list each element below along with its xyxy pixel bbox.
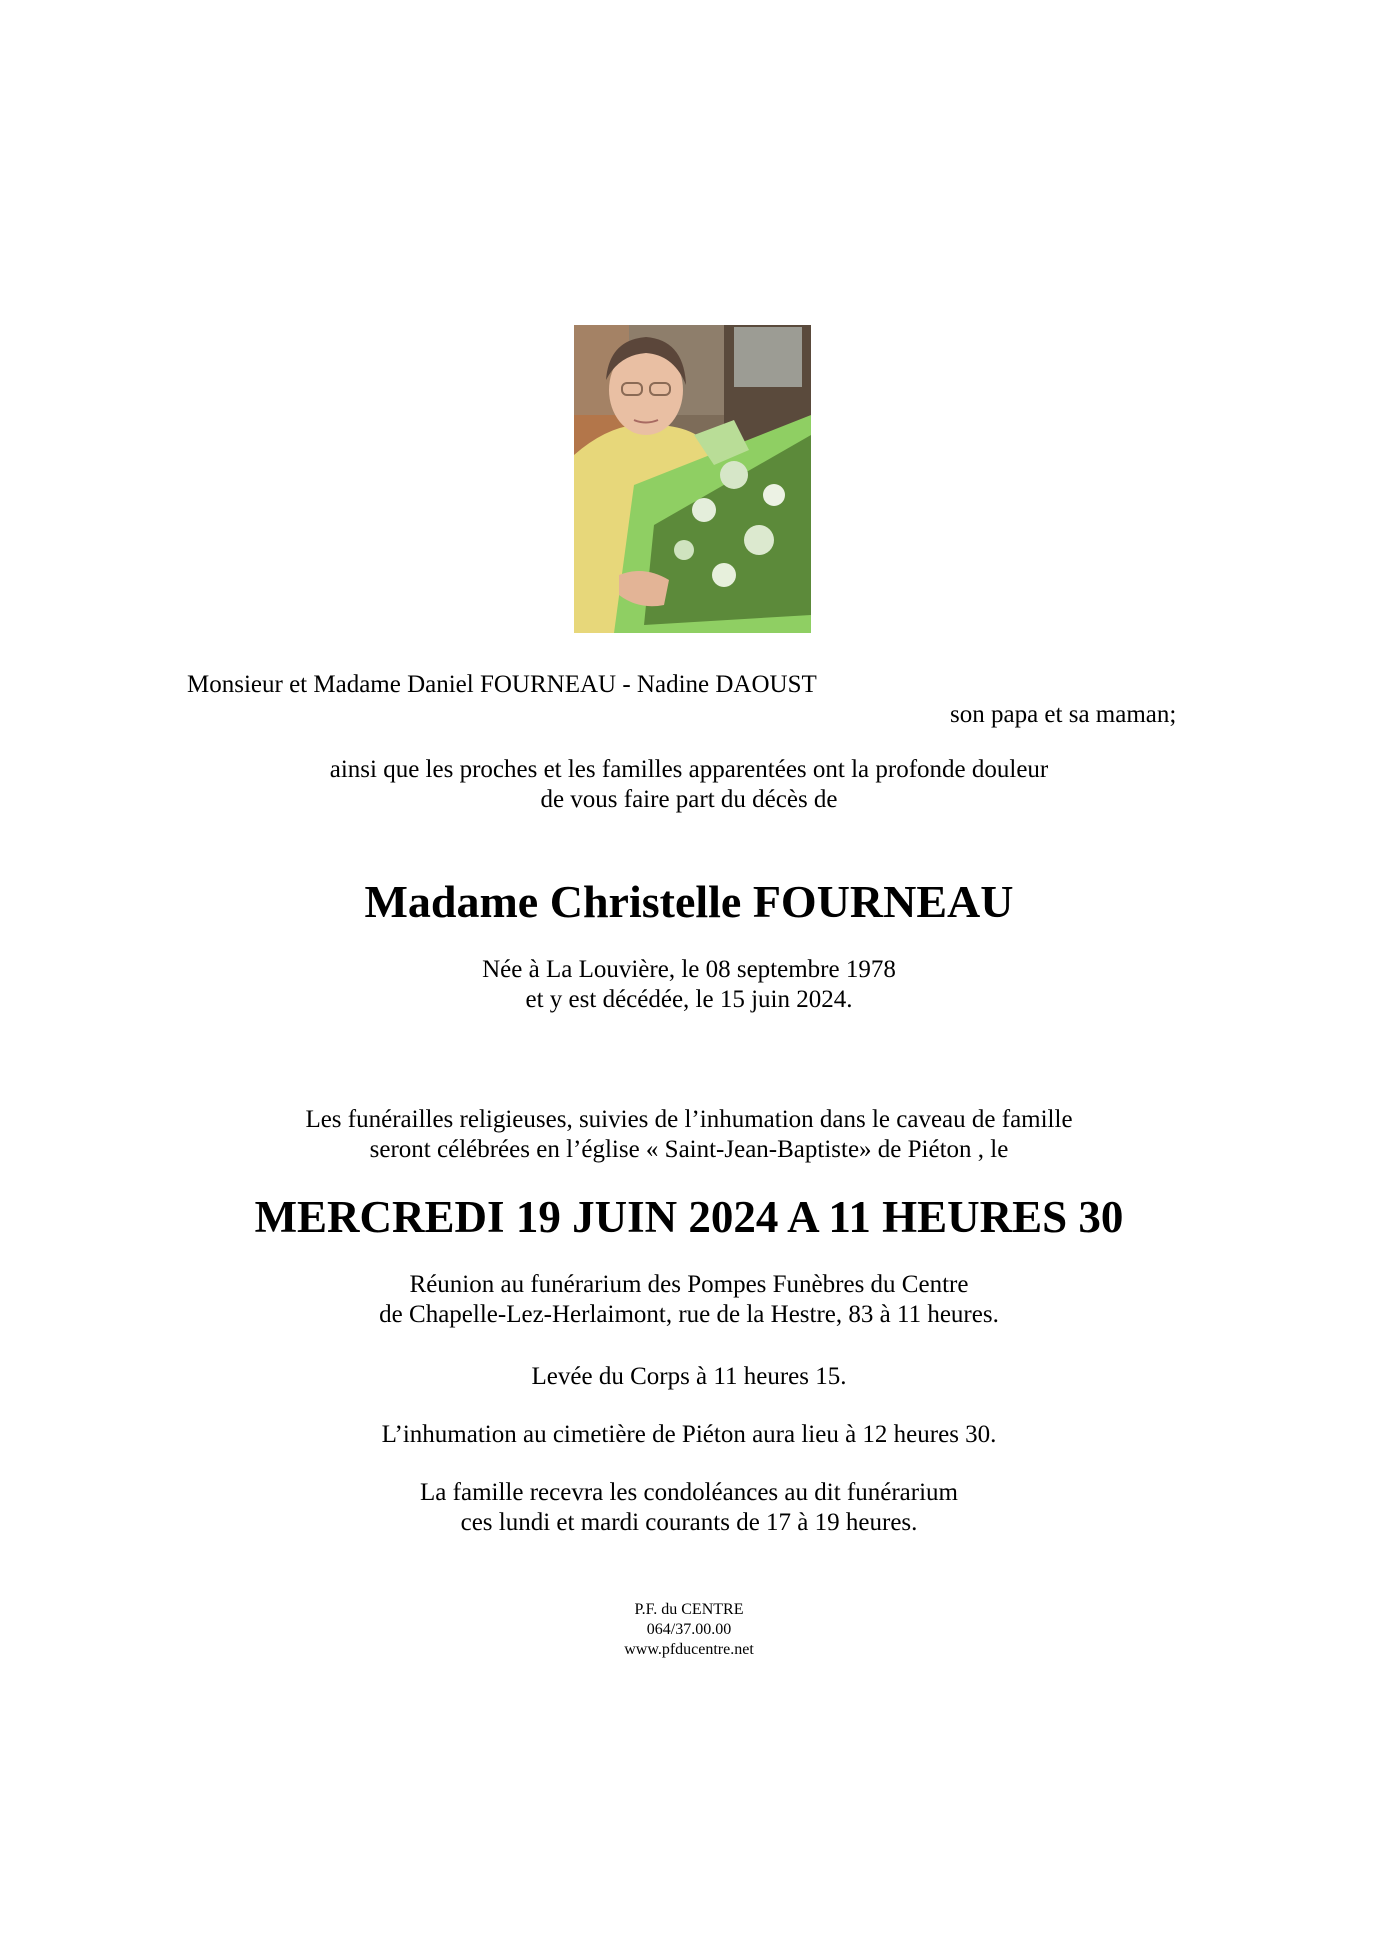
intro-line-2: de vous faire part du décès de: [540, 786, 838, 813]
footer-phone: 064/37.00.00: [646, 1621, 732, 1638]
intro-line-1: ainsi que les proches et les familles apparentées ont la profonde douleur: [329, 756, 1049, 783]
funeral-date: MERCREDI 19 JUIN 2024 A 11 HEURES 30: [254, 1192, 1124, 1242]
announcers-relation: son papa et sa maman;: [950, 701, 1177, 728]
death-line: et y est décédée, le 15 juin 2024.: [525, 986, 853, 1013]
meeting-line-2: de Chapelle-Lez-Herlaimont, rue de la Hestre, 83 à 11 heures.: [379, 1301, 999, 1328]
condolences-line-2: ces lundi et mardi courants de 17 à 19 heures.: [460, 1509, 918, 1536]
burial-line: L’inhumation au cimetière de Piéton aura lieu à 12 heures 30.: [381, 1421, 997, 1448]
meeting-line-1: Réunion au funérarium des Pompes Funèbres du Centre: [409, 1271, 969, 1298]
condolences-line-1: La famille recevra les condoléances au dit funérarium: [420, 1479, 958, 1506]
portrait-photo: [574, 325, 811, 633]
announcers-names: Monsieur et Madame Daniel FOURNEAU - Nadine DAOUST: [187, 671, 817, 698]
deceased-name: Madame Christelle FOURNEAU: [364, 876, 1014, 927]
levee-line: Levée du Corps à 11 heures 15.: [531, 1363, 847, 1390]
ceremony-line-2: seront célébrées en l’église « Saint-Jean-Baptiste» de Piéton , le: [369, 1136, 1009, 1163]
footer-company: P.F. du CENTRE: [634, 1601, 744, 1618]
birth-line: Née à La Louvière, le 08 septembre 1978: [482, 956, 896, 983]
footer-website: www.pfducentre.net: [624, 1641, 754, 1658]
ceremony-line-1: Les funérailles religieuses, suivies de l’inhumation dans le caveau de famille: [305, 1106, 1073, 1133]
